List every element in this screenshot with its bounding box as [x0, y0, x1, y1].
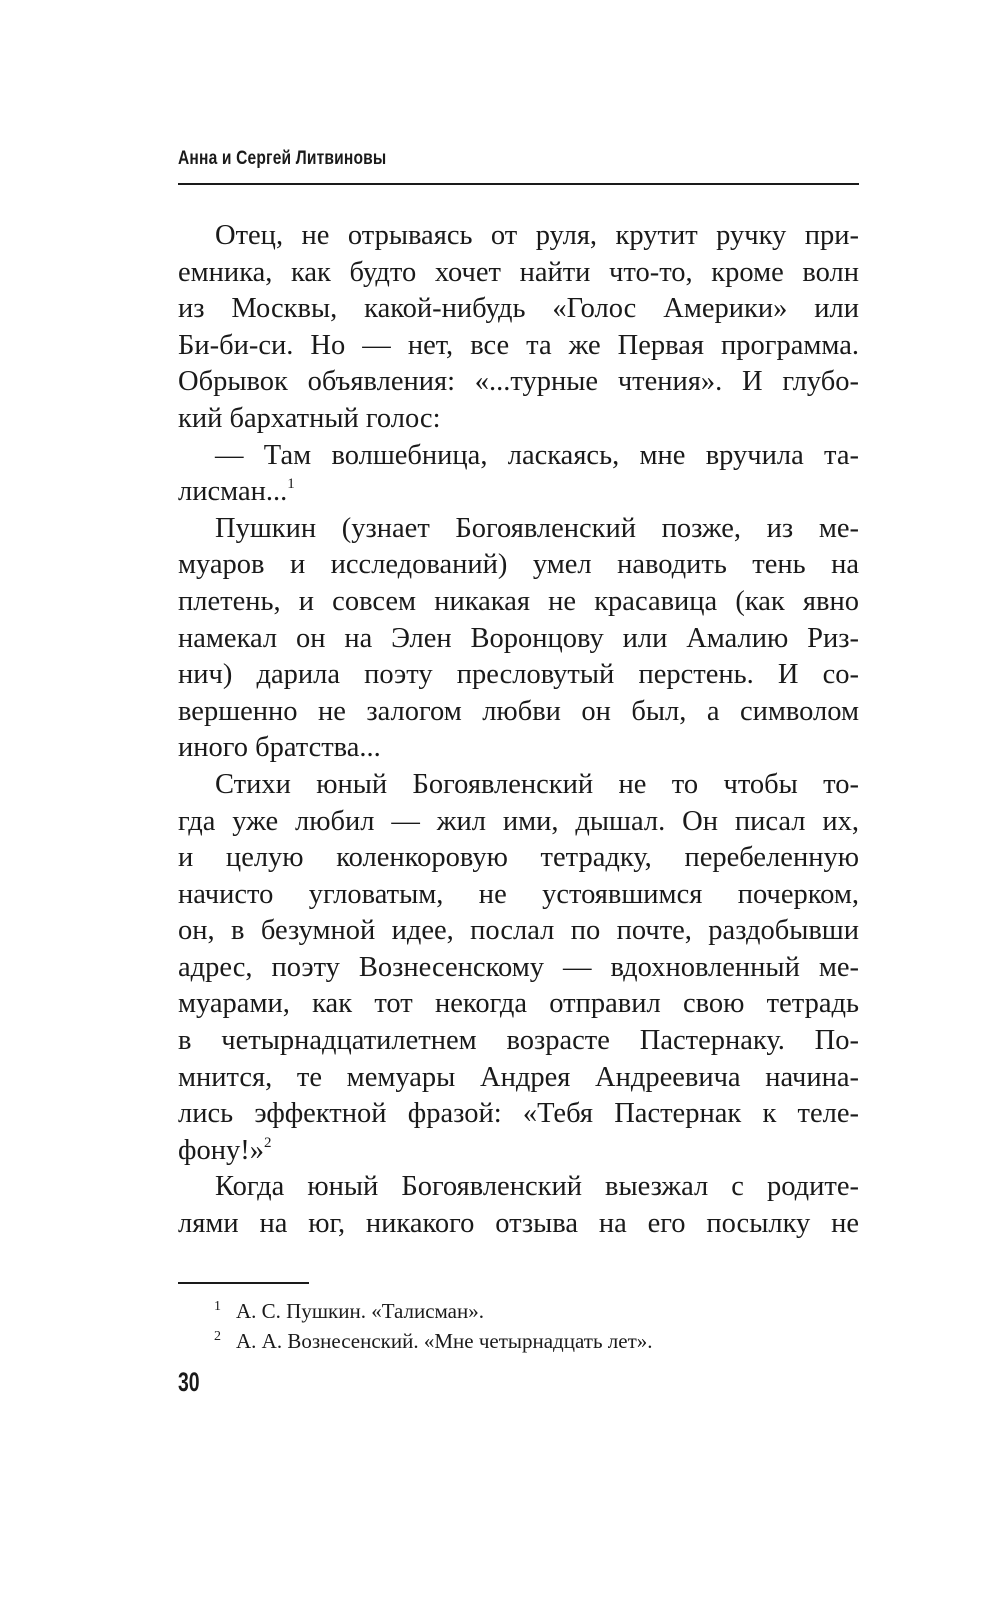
text-line: плетень, и совсем никакая не красавица (как явно — [178, 585, 859, 617]
text-line: Обрывок объявления: «...турные чтения». И глубо- — [178, 366, 859, 398]
footnotes — [214, 1296, 653, 1356]
text-line: емника, как будто хочет найти что-то, кроме волн — [178, 256, 859, 288]
text-line: Когда юный Богоявленский выезжал с родите- — [215, 1171, 859, 1203]
text-segment: фону!» — [178, 1134, 264, 1166]
text-line: — Там волшебница, ласкаясь, мне вручила та- — [215, 439, 859, 471]
text-line: адрес, поэту Вознесенскому — вдохновленный ме- — [178, 951, 859, 983]
text-line: муаров и исследований) умел наводить тень на — [178, 549, 859, 581]
footnote-ref-1[interactable]: 1 — [287, 476, 295, 493]
running-head: Анна и Сергей Литвиновы — [178, 148, 387, 169]
text-line: он, в безумной идее, послал по почте, раздобывши — [178, 915, 859, 947]
footnote-text: А. А. Вознесенский. «Мне четырнадцать лет». — [236, 1329, 653, 1353]
text-line: мнится, те мемуары Андрея Андреевича начина- — [178, 1061, 859, 1093]
text-line: намекал он на Элен Воронцову или Амалию Риз- — [178, 622, 859, 654]
text-line-with-footnote — [178, 474, 859, 511]
text-line: лись эффектной фразой: «Тебя Пастернак к теле- — [178, 1098, 859, 1130]
text-line: Би-би-си. Но — нет, все та же Первая программа. — [178, 329, 859, 361]
text-line: из Москвы, какой-нибудь «Голос Америки» или — [178, 293, 859, 325]
text-line: и целую коленкоровую тетрадку, перебеленную — [178, 842, 859, 874]
text-line: лями на юг, никакого отзыва на его посылку не — [178, 1208, 859, 1240]
body-text — [178, 218, 859, 1243]
text-line: иного братства... — [178, 732, 381, 764]
text-line: начисто угловатым, не устоявшимся почерком, — [178, 878, 859, 910]
text-line: вершенно не залогом любви он был, а символом — [178, 695, 859, 727]
footnote-2: 2 А. А. Вознесенский. «Мне четырнадцать лет». — [214, 1329, 653, 1353]
footnote-ref-2[interactable]: 2 — [263, 1134, 272, 1151]
footnote-text: А. С. Пушкин. «Талисман». — [236, 1299, 484, 1323]
text-line: Стихи юный Богоявленский не то чтобы то- — [215, 768, 859, 800]
footnote-rule — [178, 1282, 309, 1284]
text-line: Пушкин (узнает Богоявленский позже, из ме- — [215, 512, 859, 544]
text-line-with-footnote — [178, 1133, 859, 1170]
page-number: 30 — [178, 1367, 200, 1397]
text-line: гда уже любил — жил ими, дышал. Он писал их, — [178, 805, 859, 837]
text-line: в четырнадцатилетнем возрасте Пастернаку. По- — [178, 1025, 859, 1057]
text-segment: лисман... — [178, 476, 288, 508]
text-line: нич) дарила поэту пресловутый перстень. И со- — [178, 659, 859, 691]
header-rule — [178, 183, 859, 185]
text-line: Отец, не отрываясь от руля, крутит ручку при- — [215, 220, 859, 251]
footnote-1: 1 А. С. Пушкин. «Талисман». — [214, 1299, 484, 1323]
text-line: муарами, как тот некогда отправил свою тетрадь — [178, 988, 859, 1020]
text-line: кий бархатный голос: — [178, 402, 441, 434]
